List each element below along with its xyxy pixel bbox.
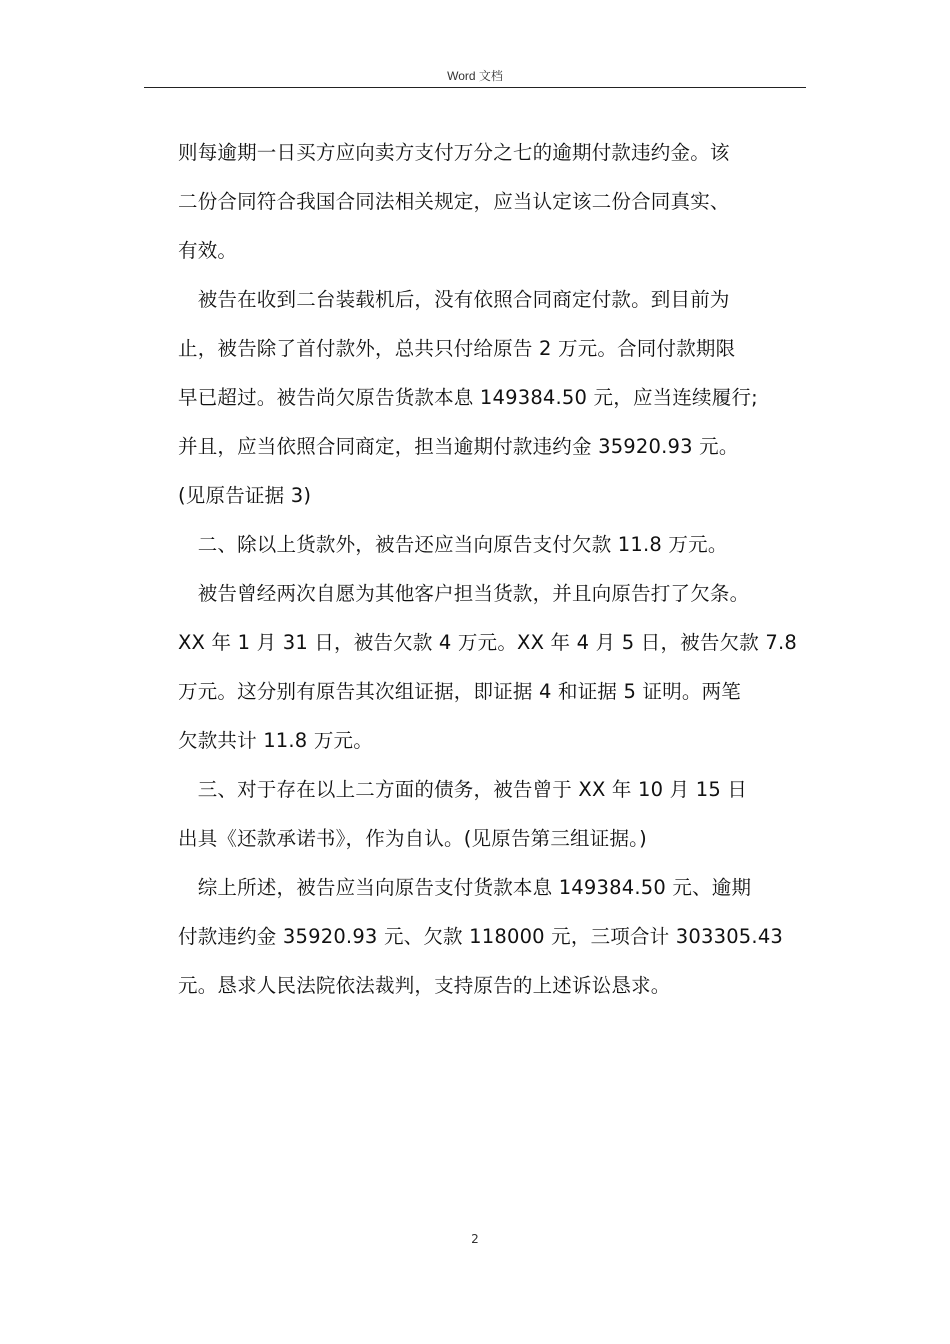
text-line: 有效。 — [178, 239, 238, 262]
header-title: Word 文档 — [447, 69, 503, 83]
text-line: 付款违约金 35920.93 元、欠款 118000 元，三项合计 303305.43 — [178, 925, 784, 948]
text-line: (见原告证据 3) — [178, 484, 312, 507]
body-text — [178, 128, 818, 1010]
text-line: 二份合同符合我国合同法相关规定，应当认定该二份合同真实、 — [178, 190, 730, 213]
text-line: 万元。这分别有原告其次组证据，即证据 4 和证据 5 证明。两笔 — [178, 680, 742, 703]
text-line: 出具《还款承诺书》，作为自认。(见原告第三组证据。) — [178, 827, 647, 850]
text-line: 并且，应当依照合同商定，担当逾期付款违约金 35920.93 元。 — [178, 435, 739, 458]
text-line: 被告在收到二台装载机后，没有依照合同商定付款。到目前为 — [178, 288, 730, 311]
text-line: 被告曾经两次自愿为其他客户担当货款，并且向原告打了欠条。 — [178, 582, 750, 605]
text-line: 综上所述，被告应当向原告支付货款本息 149384.50 元、逾期 — [178, 876, 752, 899]
text-line: XX 年 1 月 31 日，被告欠款 4 万元。XX 年 4 月 5 日，被告欠款 7.8 — [178, 631, 797, 654]
text-line: 欠款共计 11.8 万元。 — [178, 729, 373, 752]
text-line: 二、除以上货款外，被告还应当向原告支付欠款 11.8 万元。 — [178, 533, 728, 556]
text-line: 元。恳求人民法院依法裁判，支持原告的上述诉讼恳求。 — [178, 974, 671, 997]
page-number: 2 — [471, 1232, 479, 1246]
text-line: 止，被告除了首付款外，总共只付给原告 2 万元。合同付款期限 — [178, 337, 736, 360]
header-rule — [144, 87, 806, 88]
text-line: 三、对于存在以上二方面的债务，被告曾于 XX 年 10 月 15 日 — [178, 778, 748, 801]
text-line: 早已超过。被告尚欠原告货款本息 149384.50 元，应当连续履行; — [178, 386, 758, 409]
text-line: 则每逾期一日买方应向卖方支付万分之七的逾期付款违约金。该 — [178, 141, 730, 164]
